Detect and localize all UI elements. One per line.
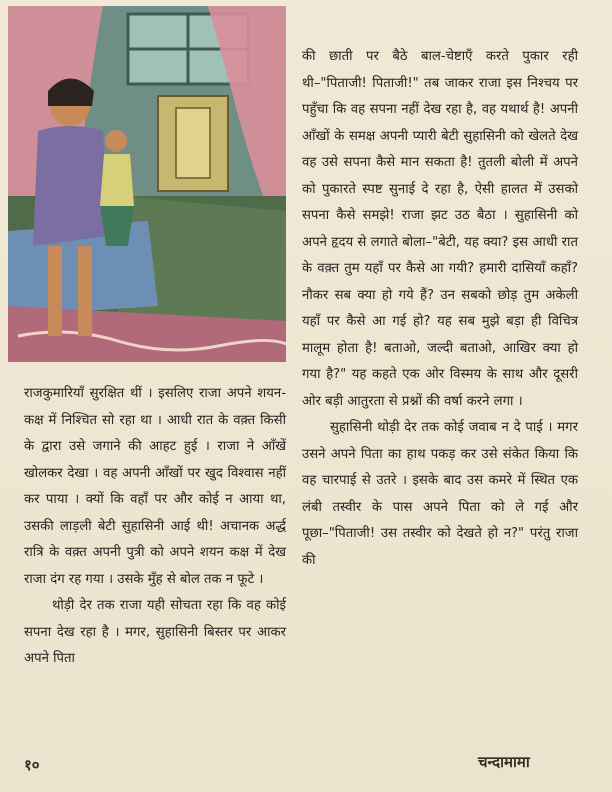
right-paragraph-2: सुहासिनी थोड़ी देर तक कोई जवाब न दे पाई । मगर उसने अपने पिता का हाथ पकड़ कर उसे संकेत किया कि वह चारपाई से उतरे । इसके बाद उस कमरे में स्थित एक लंबी तस्वीर के पास अपने पिता को ले गई और पूछा–"पिताजी! उस तस्वीर को देखते हो न?" परंतु राजा की [302,420,578,568]
story-illustration [8,6,286,362]
page-number: १० [24,756,40,774]
right-paragraph-1: की छाती पर बैठे बाल-चेष्टाएँ करते पुकार रही थी–"पिताजी! पिताजी!" तब जाकर राजा इस निश्चय पर पहुँचा कि वह सपना नहीं देख रहा है, वह यथार्थ है! अपनी आँखों के समक्ष अपनी प्यारी बेटी सुहासिनी को खेलते देख वह उसे सपना कैसे मान सकता है! तुतली बोली में अपने को पुकारते स्पष्ट सुनाई दे रहा है, ऐसी हालत में उसको सपना कैसे समझे! राजा झट उठ बैठा । सुहासिनी को अपने हृदय से लगाते बोला–"बेटी, यह क्या? इस आधी रात के वक़्त तुम यहाँ पर कैसे आ गयी? हमारी दासियाँ कहाँ? नौकर सब क्या हो गये हैं? उन सबको छोड़ तुम अकेली यहाँ पर कैसे आ गई हो? यह सब मुझे बड़ा ही विचित्र मालूम होता है! बताओ, जल्दी बताओ, आखिर क्या हो गया है?" यह कहते एक ओर विस्मय के साथ और दूसरी ओर बड़ी आतुरता से प्रश्नों की वर्षा करने लगा । [302,49,578,409]
left-paragraph-2: थोड़ी देर तक राजा यही सोचता रहा कि वह कोई सपना देख रहा है । मगर, सुहासिनी बिस्तर पर आकर अपने पिता [24,598,286,666]
left-text-column [24,381,286,673]
magazine-title: चन्दामामा [478,753,530,771]
king-with-daughter-illustration [8,6,286,362]
left-paragraph-1: राजकुमारियाँ सुरक्षित थीं । इसलिए राजा अपने शयन-कक्ष में निश्चित सो रहा था । आधी रात के वक़्त किसी के द्वारा उसे जगाने की आहट हुई । राजा ने आँखें खोलकर देखा । वह अपनी आँखों पर खुद विश्वास नहीं कर पाया । क्यों कि वहाँ पर और कोई न आया था, उसकी लाड़ली बेटी सुहासिनी आई थी! अचानक अर्द्ध रात्रि के वक़्त अपनी पुत्री को अपने शयन कक्ष में देख राजा दंग रह गया । उसके मुँह से बोल तक न फूटे । [24,386,286,587]
right-text-column [302,44,578,574]
